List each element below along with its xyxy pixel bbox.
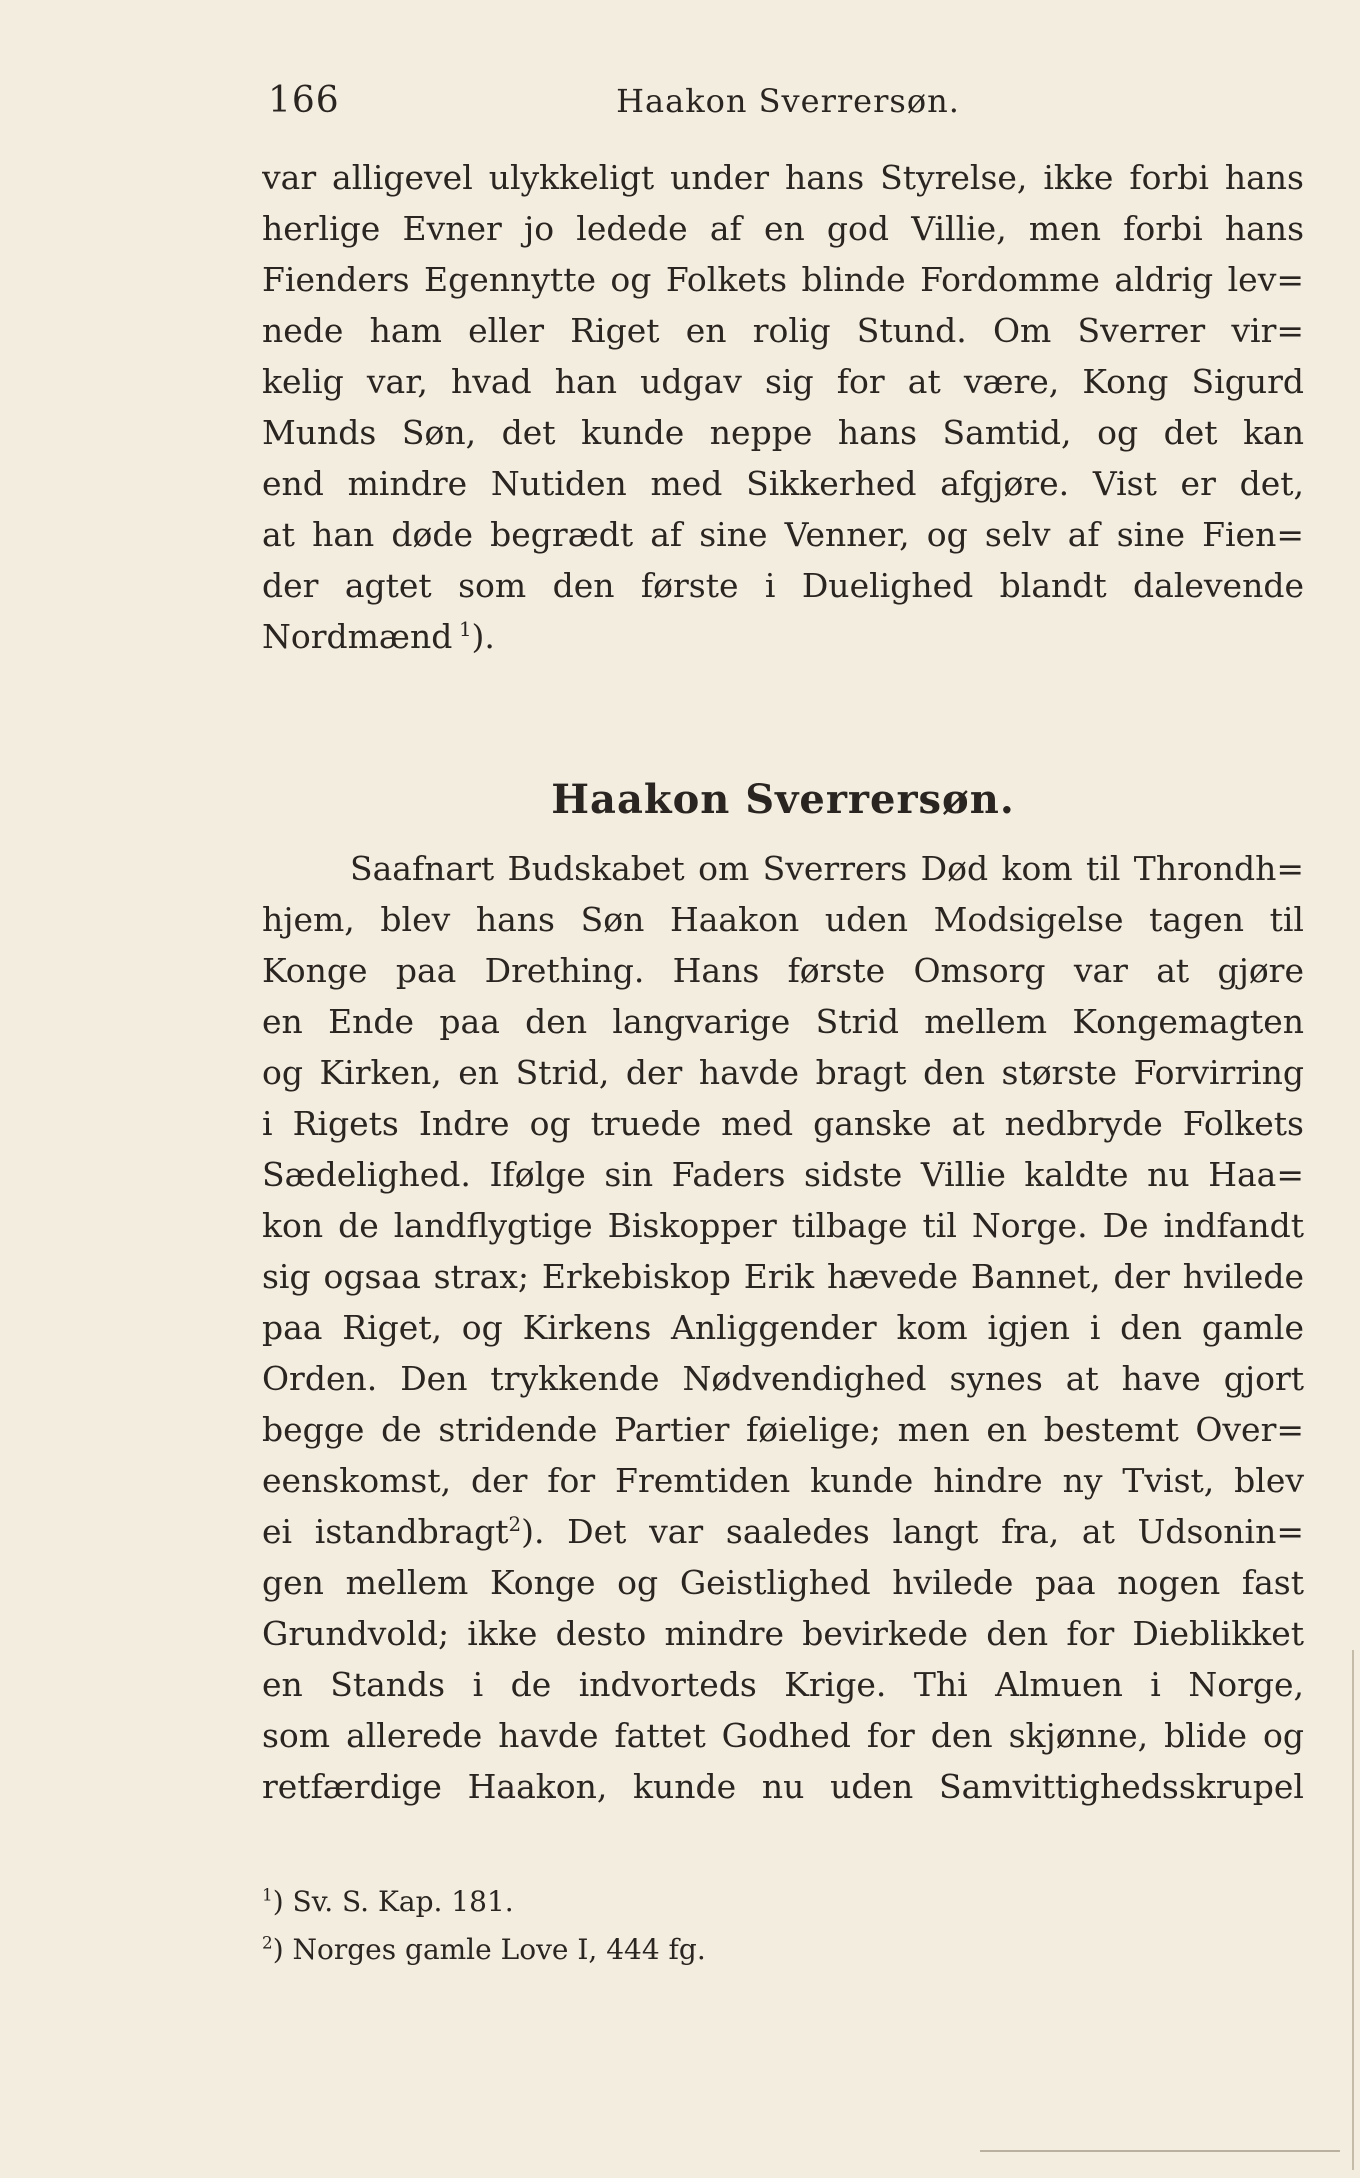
text-line: kelig var, hvad han udgav sig for at være, Kong Sigurd	[262, 362, 1304, 401]
text-line: sig ogsaa strax; Erkebiskop Erik hævede Bannet, der hvilede	[262, 1257, 1304, 1296]
text-line: Konge paa Drething. Hans første Omsorg var at gjøre	[262, 951, 1304, 990]
text-fragment: ).	[471, 617, 495, 656]
paragraph-2	[262, 843, 1304, 1812]
text-line: gen mellem Konge og Geistlighed hvilede paa nogen fast	[262, 1563, 1304, 1602]
page-edge-mark	[1352, 1650, 1354, 2170]
text-line: nede ham eller Riget en rolig Stund. Om Sverrer vir=	[262, 311, 1304, 350]
text-line: retfærdige Haakon, kunde nu uden Samvittighedsskrupel	[262, 1767, 1304, 1806]
text-line: hjem, blev hans Søn Haakon uden Modsigelse tagen til	[262, 900, 1304, 939]
page-header	[268, 80, 1308, 140]
footnote-1	[262, 1880, 1304, 1924]
text-line: en Ende paa den langvarige Strid mellem Kongemagten	[262, 1002, 1304, 1041]
text-line: Sædelighed. Ifølge sin Faders sidste Villie kaldte nu Haa=	[262, 1155, 1304, 1194]
section-title: Haakon Sverrersøn.	[551, 776, 1015, 823]
text-line: Munds Søn, det kunde neppe hans Samtid, og det kan	[262, 413, 1304, 452]
text-line: Orden. Den trykkende Nødvendighed synes at have gjort	[262, 1359, 1304, 1398]
text-line: og Kirken, en Strid, der havde bragt den største Forvirring	[262, 1053, 1304, 1092]
text-line: en Stands i de indvorteds Krige. Thi Almuen i Norge,	[262, 1665, 1304, 1704]
text-fragment: ei istandbragt	[262, 1512, 509, 1551]
text-fragment: ). Det var saaledes langt fra, at Udsonin=	[521, 1512, 1304, 1551]
paragraph-1	[262, 152, 1304, 662]
text-line: som allerede havde fattet Godhed for den skjønne, blide og	[262, 1716, 1304, 1755]
page-edge-mark	[980, 2150, 1340, 2152]
text-line: paa Riget, og Kirkens Anliggender kom igjen i den gamle	[262, 1308, 1304, 1347]
text-line	[262, 1506, 1304, 1557]
text-line: eenskomst, der for Fremtiden kunde hindre ny Tvist, blev	[262, 1461, 1304, 1500]
footnote-reference: 1	[458, 618, 472, 641]
text-line: end mindre Nutiden med Sikkerhed afgjøre. Vist er det,	[262, 464, 1304, 503]
text-line: at han døde begrædt af sine Venner, og selv af sine Fien=	[262, 515, 1304, 554]
text-line: Saafnart Budskabet om Sverrers Død kom til Throndh=	[350, 849, 1304, 888]
text-line: kon de landflygtige Biskopper tilbage til Norge. De indfandt	[262, 1206, 1304, 1245]
running-head: Haakon Sverrersøn.	[616, 82, 960, 120]
footnote-text: ) Sv. S. Kap. 181.	[272, 1885, 514, 1918]
page-number: 166	[268, 80, 340, 121]
text-line: Grundvold; ikke desto mindre bevirkede den for Dieblikket	[262, 1614, 1304, 1653]
text-line: i Rigets Indre og truede med ganske at nedbryde Folkets	[262, 1104, 1304, 1143]
text-line: herlige Evner jo ledede af en god Villie, men forbi hans	[262, 209, 1304, 248]
footnote-reference: 2	[508, 1513, 522, 1536]
text-line: Fienders Egennytte og Folkets blinde Fordomme aldrig lev=	[262, 260, 1304, 299]
footnote-text: ) Norges gamle Love I, 444 fg.	[272, 1933, 706, 1966]
text-line: begge de stridende Partier føielige; men en bestemt Over=	[262, 1410, 1304, 1449]
footnote-mark: 2	[262, 1932, 273, 1953]
text-line-last	[262, 611, 1304, 662]
footnote-mark: 1	[262, 1884, 273, 1905]
text-line: der agtet som den første i Duelighed blandt dalevende	[262, 566, 1304, 605]
text-fragment: Nordmænd	[262, 617, 453, 656]
text-line: var alligevel ulykkeligt under hans Styrelse, ikke forbi hans	[262, 158, 1304, 197]
footnote-2	[262, 1928, 1304, 1972]
